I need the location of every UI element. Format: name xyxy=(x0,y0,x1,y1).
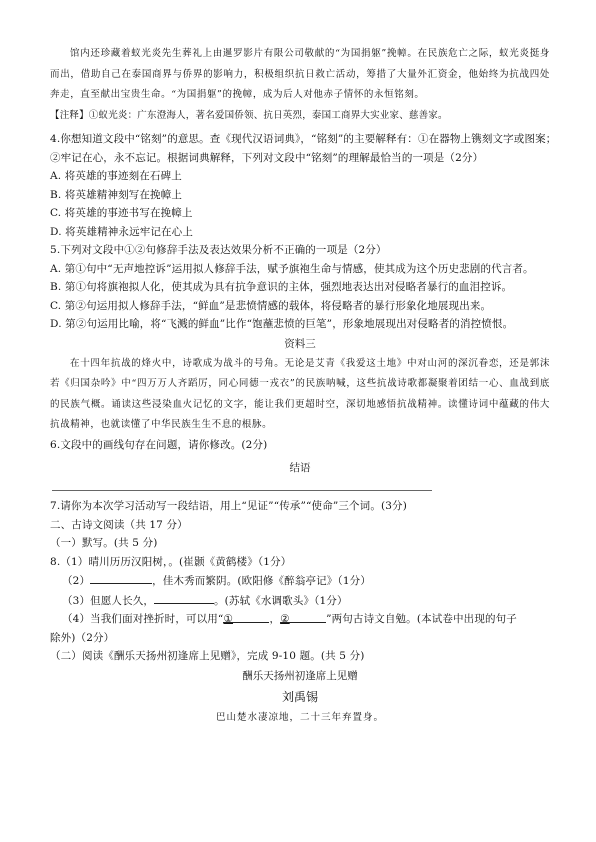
conclusion-heading: 结语 xyxy=(289,462,311,474)
answer-line xyxy=(52,480,432,491)
question-4-option-b: B. 将英雄精神刻写在挽幛上 xyxy=(50,188,182,201)
question-6-stem: 6.文段中的画线句存在问题，请你修改。(2分) xyxy=(50,438,268,451)
question-8-item-4-separator: ， xyxy=(269,613,281,625)
poem-line-1: 巴山楚水凄凉地，二十三年弃置身。 xyxy=(215,711,384,723)
question-8-item-1: 8.（1）晴川历历汉阳树，。(崔颢《黄鹤楼》（1分） xyxy=(50,555,292,568)
question-4-option-c: C. 将英雄的事迹书写在挽幛上 xyxy=(50,207,193,219)
question-8-item-2-prefix: （2） xyxy=(62,575,91,587)
question-5-option-d: D. 第②句运用比喻，将“飞溅的鲜血”比作“饱蘸悲愤的巨笔”，形象地展现出对侵略者的消控愤恨。 xyxy=(50,318,514,330)
question-8-item-4-suffix: ”两句古诗文自勉。(本试卷中出现的句子 xyxy=(326,613,517,625)
question-8-item-2 xyxy=(50,571,550,591)
question-8-item-2-suffix: ，佳木秀而繁阴。(欧阳修《醉翁亭记》（1分） xyxy=(152,575,371,587)
material-intro-paragraph: 馆内还珍藏着蚁光炎先生葬礼上由暹罗影片有限公司敬献的“为国捐躯”挽幛。在民族危亡之际，蚁光炎挺身而出，借助自己在泰国商界与侨界的影响力，积极组织抗日救亡活动，筹措了大量外汇资金，他始终为抗战四处奔走，直至献出宝贵生命。“为国捐躯”的挽幛，成为后人对他赤子情怀的永恒铭刻。 xyxy=(50,48,550,100)
question-8-item-3-prefix: （3）但愿人长久， xyxy=(62,594,155,607)
material-3-paragraph: 在十四年抗战的烽火中，诗歌成为战斗的号角。无论是艾青《我爱这土地》中对山河的深沉眷恋，还是郭沫若《归国杂吟》中“四万万人齐蹈厉，同心同德一戎衣”的民族呐喊，这些抗战诗歌都凝聚着团结一心、血战到底的民族气概。诵读这些浸染血火记忆的文字，能让我们更超时空，深切地感悟抗战精神。读懂诗词中蕴藏的伟大抗战精神，也就读懂了中华民族生生不息的根脉。 xyxy=(50,357,550,430)
poem-title: 酬乐天扬州初逢席上见赠 xyxy=(242,669,358,682)
question-8-item-4-prefix: （4）当我们面对挫折时，可以用“ xyxy=(62,613,224,625)
question-4-option-a: A. 将英雄的事迹刻在石碑上 xyxy=(50,170,182,182)
fill-blank-2[interactable] xyxy=(280,610,326,623)
fill-blank[interactable] xyxy=(154,591,214,604)
question-5-option-c: C. 第②句运用拟人修辞手法，“鲜血”是悲愤情感的载体，将侵略者的暴行形象化地展现出来。 xyxy=(50,299,492,312)
annotation-note: 【注释】①蚁光炎：广东澄海人，著名爱国侨领、抗日英烈，泰国工商界大实业家、慈善家。 xyxy=(50,109,448,121)
question-5-option-a: A. 第①句中“无声地控诉”运用拟人修辞手法，赋予旗袍生命与情感，使其成为这个历史悲剧的代言者。 xyxy=(50,262,534,275)
question-8-item-4-continuation: 除外)（2分） xyxy=(50,631,115,644)
question-8-item-3-suffix: 。(苏轼《水调歌头》（1分） xyxy=(214,594,348,607)
question-5-stem: 5.下列对文段中①②句修辞手法及表达效果分析不正确的一项是（2分） xyxy=(50,244,387,256)
subsection-2-heading: （二）阅读《酬乐天扬州初逢席上见赠》，完成 9-10 题。(共 5 分) xyxy=(50,650,365,662)
blank-marker-1: ① xyxy=(223,613,234,625)
question-5-option-b: B. 第①句将旗袍拟人化，使其成为具有抗争意识的主体，强烈地表达出对侵略者暴行的血泪控诉。 xyxy=(50,281,513,293)
material-3-title: 资料三 xyxy=(284,337,316,350)
question-8-item-4 xyxy=(50,610,550,629)
fill-blank[interactable] xyxy=(90,571,152,584)
exam-page xyxy=(50,44,557,728)
question-4-stem-line-1: 4.你想知道文段中“铭刻”的意思。查《现代汉语词典》，“铭刻”的主要解释有：①在器物上镌刻文字或图案； xyxy=(50,133,557,145)
fill-blank-1[interactable] xyxy=(223,610,269,623)
poem-author: 刘禹锡 xyxy=(281,689,318,704)
question-8-item-3 xyxy=(50,591,550,611)
section-2-heading: 二、古诗文阅读（共 17 分） xyxy=(50,518,188,531)
blank-marker-2: ② xyxy=(280,613,290,625)
question-4-option-d: D. 将英雄精神永远牢记在心上 xyxy=(50,225,193,238)
subsection-1-heading: （一）默写。(共 5 分) xyxy=(50,537,158,549)
question-4-stem-line-2: ②牢记在心，永不忘记。根据词典解释，下列对文段中“铭刻”的理解最恰当的一项是（2分） xyxy=(50,151,484,164)
question-7-stem: 7.请你为本次学习活动写一段结语，用上“见证”“传承”“使命”三个词。(3分) xyxy=(50,500,407,512)
